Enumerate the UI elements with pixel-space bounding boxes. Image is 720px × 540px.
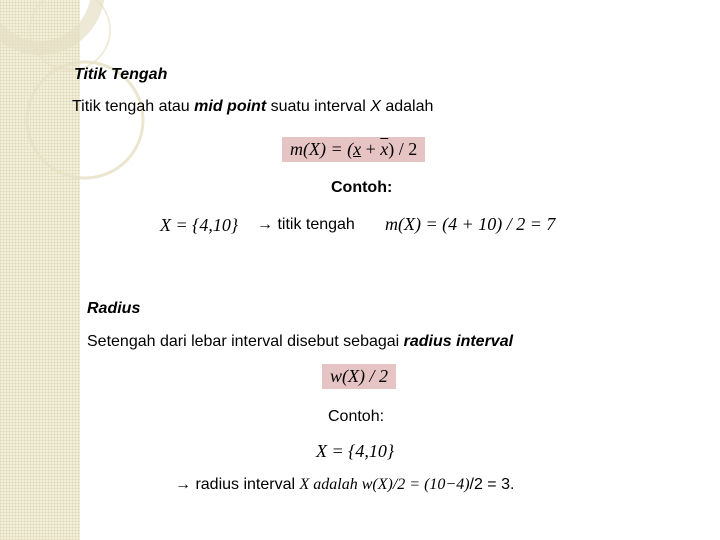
radius-formula: w(X) / 2	[322, 364, 396, 389]
arrow-icon: →	[175, 476, 191, 493]
example-set-2: X = {4,10}	[316, 441, 395, 461]
section-title-titik-tengah: Titik Tengah	[74, 66, 168, 83]
result-math: X adalah w(X)/2 = (10−4)	[299, 476, 470, 493]
def-text: suatu interval	[266, 98, 371, 115]
midpoint-definition	[72, 98, 433, 116]
def-italic: mid point	[194, 98, 267, 115]
example-label-1: Contoh:	[331, 179, 393, 196]
def-text: Titik tengah atau	[72, 98, 195, 115]
example-label-2: Contoh:	[328, 408, 385, 425]
formula-x-lower: x	[353, 139, 362, 159]
radius-result	[175, 476, 514, 494]
def-var: X	[370, 98, 381, 115]
def-italic: radius interval	[403, 333, 514, 350]
formula-lhs: m(X) = (	[290, 139, 354, 159]
example-result-1: m(X) = (4 + 10) / 2 = 7	[385, 214, 556, 234]
radius-definition	[87, 333, 513, 351]
formula-x-upper: $\overline{x}$	[380, 139, 389, 159]
formula-rhs: ) / 2	[388, 139, 418, 159]
formula-plus: +	[361, 139, 381, 159]
def-text: adalah	[380, 98, 434, 115]
example-set-1: X = {4,10}	[160, 215, 239, 235]
def-text: Setengah dari lebar interval disebut sebagai	[87, 333, 404, 350]
section-title-radius: Radius	[87, 300, 141, 317]
midpoint-formula	[282, 137, 425, 162]
arrow-titik-tengah: → titik tengah	[257, 216, 355, 233]
result-text: /2 = 3.	[469, 476, 515, 493]
result-text: radius interval	[191, 476, 300, 493]
